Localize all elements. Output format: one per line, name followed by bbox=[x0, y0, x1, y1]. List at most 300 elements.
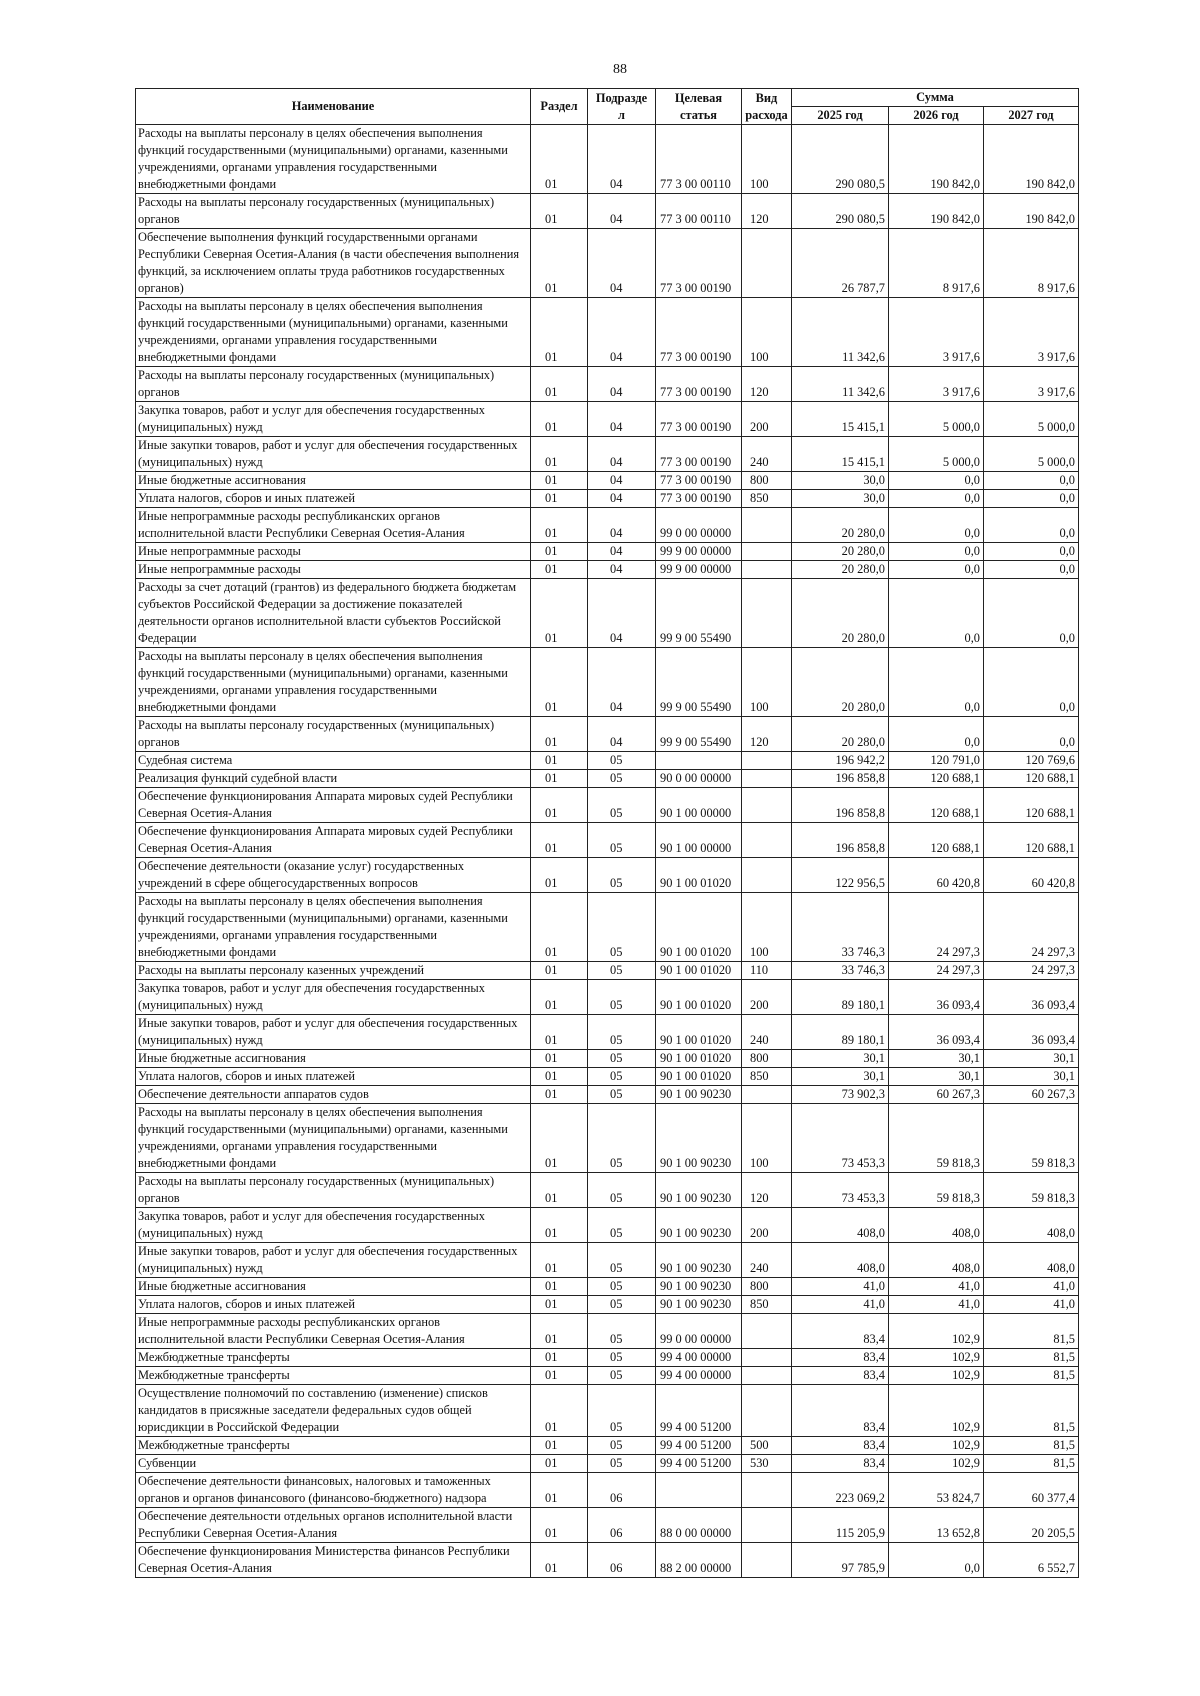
table-row bbox=[136, 1068, 1079, 1086]
cell-kind: 240 bbox=[742, 1015, 792, 1050]
cell-target: 99 9 00 55490 bbox=[656, 579, 742, 648]
cell-section: 01 bbox=[531, 1367, 588, 1385]
cell-section: 01 bbox=[531, 437, 588, 472]
cell-2027: 120 688,1 bbox=[984, 823, 1079, 858]
cell-2025: 89 180,1 bbox=[792, 980, 889, 1015]
cell-section: 01 bbox=[531, 472, 588, 490]
cell-2025: 83,4 bbox=[792, 1367, 889, 1385]
cell-2026: 120 688,1 bbox=[889, 823, 984, 858]
cell-section: 01 bbox=[531, 1296, 588, 1314]
cell-kind: 120 bbox=[742, 194, 792, 229]
cell-kind: 200 bbox=[742, 980, 792, 1015]
cell-section: 01 bbox=[531, 1473, 588, 1508]
table-row bbox=[136, 980, 1079, 1015]
cell-section: 01 bbox=[531, 1208, 588, 1243]
cell-target: 90 1 00 01020 bbox=[656, 980, 742, 1015]
cell-kind bbox=[742, 579, 792, 648]
cell-name: Иные закупки товаров, работ и услуг для обеспечения государственных (муниципальных) нужд bbox=[136, 1015, 531, 1050]
cell-name: Обеспечение выполнения функций государственными органами Республики Северная Осетия-Алания (в части обеспечения выполнения функций, за исключением оплаты труда работников государственных органов) bbox=[136, 229, 531, 298]
cell-target: 99 0 00 00000 bbox=[656, 508, 742, 543]
cell-target: 90 1 00 01020 bbox=[656, 1068, 742, 1086]
cell-target: 99 4 00 51200 bbox=[656, 1455, 742, 1473]
cell-target bbox=[656, 1473, 742, 1508]
cell-kind bbox=[742, 543, 792, 561]
cell-2025: 83,4 bbox=[792, 1349, 889, 1367]
page-number: 88 bbox=[613, 62, 627, 77]
cell-2025: 30,1 bbox=[792, 1068, 889, 1086]
cell-kind: 800 bbox=[742, 1278, 792, 1296]
table-row bbox=[136, 298, 1079, 367]
cell-2026: 0,0 bbox=[889, 508, 984, 543]
cell-section: 01 bbox=[531, 770, 588, 788]
cell-2027: 36 093,4 bbox=[984, 1015, 1079, 1050]
table-row bbox=[136, 717, 1079, 752]
cell-2026: 120 791,0 bbox=[889, 752, 984, 770]
header-kind: Вид расхода bbox=[742, 89, 792, 125]
cell-kind: 100 bbox=[742, 893, 792, 962]
cell-kind: 120 bbox=[742, 717, 792, 752]
table-row bbox=[136, 437, 1079, 472]
cell-kind bbox=[742, 788, 792, 823]
cell-kind: 240 bbox=[742, 437, 792, 472]
cell-2025: 33 746,3 bbox=[792, 962, 889, 980]
cell-2026: 408,0 bbox=[889, 1208, 984, 1243]
cell-subsection: 06 bbox=[588, 1473, 656, 1508]
cell-kind bbox=[742, 823, 792, 858]
cell-section: 01 bbox=[531, 229, 588, 298]
cell-2027: 36 093,4 bbox=[984, 980, 1079, 1015]
cell-2026: 102,9 bbox=[889, 1385, 984, 1437]
cell-subsection: 05 bbox=[588, 893, 656, 962]
cell-section: 01 bbox=[531, 298, 588, 367]
cell-2025: 115 205,9 bbox=[792, 1508, 889, 1543]
cell-name: Межбюджетные трансферты bbox=[136, 1437, 531, 1455]
cell-subsection: 05 bbox=[588, 1015, 656, 1050]
cell-2026: 0,0 bbox=[889, 579, 984, 648]
cell-kind bbox=[742, 770, 792, 788]
cell-2025: 20 280,0 bbox=[792, 648, 889, 717]
cell-2025: 20 280,0 bbox=[792, 561, 889, 579]
cell-2027: 30,1 bbox=[984, 1068, 1079, 1086]
cell-2026: 5 000,0 bbox=[889, 402, 984, 437]
cell-target: 90 1 00 01020 bbox=[656, 1015, 742, 1050]
cell-section: 01 bbox=[531, 194, 588, 229]
cell-section: 01 bbox=[531, 1243, 588, 1278]
budget-table bbox=[135, 88, 1079, 1578]
table-row bbox=[136, 194, 1079, 229]
cell-section: 01 bbox=[531, 823, 588, 858]
cell-2026: 3 917,6 bbox=[889, 367, 984, 402]
header-section: Раздел bbox=[531, 89, 588, 125]
cell-section: 01 bbox=[531, 543, 588, 561]
cell-target: 99 9 00 55490 bbox=[656, 648, 742, 717]
cell-subsection: 05 bbox=[588, 770, 656, 788]
table-row bbox=[136, 770, 1079, 788]
cell-kind: 800 bbox=[742, 1050, 792, 1068]
cell-2025: 11 342,6 bbox=[792, 298, 889, 367]
cell-section: 01 bbox=[531, 1104, 588, 1173]
cell-target: 99 9 00 55490 bbox=[656, 717, 742, 752]
cell-name: Уплата налогов, сборов и иных платежей bbox=[136, 490, 531, 508]
table-row bbox=[136, 1385, 1079, 1437]
cell-target: 77 3 00 00190 bbox=[656, 298, 742, 367]
cell-name: Обеспечение функционирования Министерства финансов Республики Северная Осетия-Алания bbox=[136, 1543, 531, 1578]
cell-2027: 60 377,4 bbox=[984, 1473, 1079, 1508]
cell-2026: 102,9 bbox=[889, 1349, 984, 1367]
cell-2025: 83,4 bbox=[792, 1314, 889, 1349]
table-row bbox=[136, 1243, 1079, 1278]
cell-target: 77 3 00 00190 bbox=[656, 437, 742, 472]
table-row bbox=[136, 1314, 1079, 1349]
cell-subsection: 04 bbox=[588, 717, 656, 752]
table-row bbox=[136, 1104, 1079, 1173]
cell-subsection: 05 bbox=[588, 980, 656, 1015]
cell-section: 01 bbox=[531, 508, 588, 543]
table-row bbox=[136, 1208, 1079, 1243]
cell-section: 01 bbox=[531, 490, 588, 508]
cell-2027: 20 205,5 bbox=[984, 1508, 1079, 1543]
cell-2025: 290 080,5 bbox=[792, 125, 889, 194]
table-row bbox=[136, 125, 1079, 194]
cell-name: Расходы на выплаты персоналу в целях обеспечения выполнения функций государственными (муниципальными) органами, казенными учреждениями, органами управления государственными внебюджетными фондами bbox=[136, 648, 531, 717]
cell-2025: 83,4 bbox=[792, 1455, 889, 1473]
cell-2026: 190 842,0 bbox=[889, 125, 984, 194]
cell-subsection: 05 bbox=[588, 1455, 656, 1473]
cell-name: Иные непрограммные расходы bbox=[136, 561, 531, 579]
cell-section: 01 bbox=[531, 1015, 588, 1050]
cell-2027: 5 000,0 bbox=[984, 437, 1079, 472]
cell-2025: 290 080,5 bbox=[792, 194, 889, 229]
cell-section: 01 bbox=[531, 788, 588, 823]
cell-2026: 13 652,8 bbox=[889, 1508, 984, 1543]
cell-2026: 0,0 bbox=[889, 561, 984, 579]
table-row bbox=[136, 1015, 1079, 1050]
cell-subsection: 05 bbox=[588, 1086, 656, 1104]
cell-target: 99 0 00 00000 bbox=[656, 1314, 742, 1349]
cell-section: 01 bbox=[531, 1068, 588, 1086]
cell-target: 90 1 00 90230 bbox=[656, 1086, 742, 1104]
cell-section: 01 bbox=[531, 1437, 588, 1455]
cell-2025: 408,0 bbox=[792, 1243, 889, 1278]
cell-target: 77 3 00 00110 bbox=[656, 194, 742, 229]
cell-target: 99 4 00 51200 bbox=[656, 1437, 742, 1455]
cell-kind: 240 bbox=[742, 1243, 792, 1278]
cell-section: 01 bbox=[531, 1385, 588, 1437]
cell-2027: 81,5 bbox=[984, 1367, 1079, 1385]
cell-kind bbox=[742, 561, 792, 579]
cell-target: 90 1 00 90230 bbox=[656, 1243, 742, 1278]
table-row bbox=[136, 543, 1079, 561]
cell-2026: 41,0 bbox=[889, 1278, 984, 1296]
cell-2027: 0,0 bbox=[984, 648, 1079, 717]
cell-2026: 408,0 bbox=[889, 1243, 984, 1278]
cell-name: Иные закупки товаров, работ и услуг для обеспечения государственных (муниципальных) нужд bbox=[136, 1243, 531, 1278]
table-row bbox=[136, 823, 1079, 858]
cell-2026: 0,0 bbox=[889, 543, 984, 561]
cell-2025: 15 415,1 bbox=[792, 402, 889, 437]
cell-subsection: 04 bbox=[588, 579, 656, 648]
cell-kind: 850 bbox=[742, 1296, 792, 1314]
cell-subsection: 04 bbox=[588, 508, 656, 543]
cell-section: 01 bbox=[531, 1050, 588, 1068]
cell-subsection: 04 bbox=[588, 402, 656, 437]
cell-kind: 100 bbox=[742, 298, 792, 367]
cell-2025: 41,0 bbox=[792, 1296, 889, 1314]
cell-2025: 83,4 bbox=[792, 1385, 889, 1437]
cell-subsection: 05 bbox=[588, 858, 656, 893]
cell-2027: 0,0 bbox=[984, 717, 1079, 752]
cell-2026: 24 297,3 bbox=[889, 893, 984, 962]
cell-name: Иные бюджетные ассигнования bbox=[136, 1050, 531, 1068]
cell-2027: 120 769,6 bbox=[984, 752, 1079, 770]
cell-kind: 500 bbox=[742, 1437, 792, 1455]
cell-2025: 41,0 bbox=[792, 1278, 889, 1296]
cell-target bbox=[656, 752, 742, 770]
cell-2026: 5 000,0 bbox=[889, 437, 984, 472]
cell-subsection: 04 bbox=[588, 472, 656, 490]
cell-kind: 120 bbox=[742, 367, 792, 402]
cell-section: 01 bbox=[531, 1455, 588, 1473]
cell-target: 90 1 00 01020 bbox=[656, 1050, 742, 1068]
cell-name: Обеспечение функционирования Аппарата мировых судей Республики Северная Осетия-Алания bbox=[136, 823, 531, 858]
cell-subsection: 05 bbox=[588, 823, 656, 858]
cell-2025: 196 858,8 bbox=[792, 823, 889, 858]
cell-target: 99 4 00 00000 bbox=[656, 1349, 742, 1367]
cell-kind: 800 bbox=[742, 472, 792, 490]
cell-2027: 60 420,8 bbox=[984, 858, 1079, 893]
cell-2026: 120 688,1 bbox=[889, 770, 984, 788]
cell-2027: 60 267,3 bbox=[984, 1086, 1079, 1104]
cell-subsection: 04 bbox=[588, 194, 656, 229]
cell-2027: 190 842,0 bbox=[984, 194, 1079, 229]
cell-subsection: 04 bbox=[588, 561, 656, 579]
cell-name: Иные бюджетные ассигнования bbox=[136, 1278, 531, 1296]
cell-2026: 0,0 bbox=[889, 648, 984, 717]
cell-kind: 110 bbox=[742, 962, 792, 980]
cell-subsection: 05 bbox=[588, 1104, 656, 1173]
cell-2027: 0,0 bbox=[984, 543, 1079, 561]
cell-2027: 6 552,7 bbox=[984, 1543, 1079, 1578]
cell-2027: 0,0 bbox=[984, 508, 1079, 543]
cell-2025: 73 902,3 bbox=[792, 1086, 889, 1104]
header-target: Целевая статья bbox=[656, 89, 742, 125]
cell-kind: 100 bbox=[742, 125, 792, 194]
table-body bbox=[136, 125, 1079, 1578]
cell-2027: 3 917,6 bbox=[984, 298, 1079, 367]
cell-section: 01 bbox=[531, 980, 588, 1015]
cell-section: 01 bbox=[531, 367, 588, 402]
cell-subsection: 05 bbox=[588, 1385, 656, 1437]
cell-2026: 24 297,3 bbox=[889, 962, 984, 980]
table-row bbox=[136, 788, 1079, 823]
cell-2025: 26 787,7 bbox=[792, 229, 889, 298]
cell-2025: 196 858,8 bbox=[792, 788, 889, 823]
cell-subsection: 05 bbox=[588, 788, 656, 823]
cell-2027: 120 688,1 bbox=[984, 788, 1079, 823]
cell-name: Расходы на выплаты персоналу государственных (муниципальных) органов bbox=[136, 367, 531, 402]
table-row bbox=[136, 1086, 1079, 1104]
cell-2025: 196 858,8 bbox=[792, 770, 889, 788]
table-row bbox=[136, 367, 1079, 402]
cell-kind bbox=[742, 858, 792, 893]
cell-section: 01 bbox=[531, 579, 588, 648]
table-row bbox=[136, 472, 1079, 490]
cell-name: Уплата налогов, сборов и иных платежей bbox=[136, 1296, 531, 1314]
cell-2027: 190 842,0 bbox=[984, 125, 1079, 194]
cell-subsection: 05 bbox=[588, 1296, 656, 1314]
header-name: Наименование bbox=[136, 89, 531, 125]
cell-target: 90 1 00 90230 bbox=[656, 1296, 742, 1314]
cell-kind bbox=[742, 1543, 792, 1578]
table-row bbox=[136, 1050, 1079, 1068]
cell-kind bbox=[742, 1473, 792, 1508]
cell-name: Уплата налогов, сборов и иных платежей bbox=[136, 1068, 531, 1086]
cell-2027: 41,0 bbox=[984, 1278, 1079, 1296]
cell-2027: 59 818,3 bbox=[984, 1104, 1079, 1173]
cell-target: 90 1 00 00000 bbox=[656, 788, 742, 823]
cell-subsection: 04 bbox=[588, 367, 656, 402]
cell-kind: 120 bbox=[742, 1173, 792, 1208]
cell-subsection: 05 bbox=[588, 1208, 656, 1243]
table-row bbox=[136, 1367, 1079, 1385]
cell-2026: 190 842,0 bbox=[889, 194, 984, 229]
cell-target: 90 1 00 90230 bbox=[656, 1104, 742, 1173]
cell-section: 01 bbox=[531, 1173, 588, 1208]
cell-kind bbox=[742, 1508, 792, 1543]
table-row bbox=[136, 508, 1079, 543]
cell-2025: 11 342,6 bbox=[792, 367, 889, 402]
cell-2025: 73 453,3 bbox=[792, 1104, 889, 1173]
cell-subsection: 05 bbox=[588, 1243, 656, 1278]
cell-kind: 850 bbox=[742, 490, 792, 508]
header-2027: 2027 год bbox=[984, 107, 1079, 125]
cell-name: Расходы на выплаты персоналу государственных (муниципальных) органов bbox=[136, 194, 531, 229]
cell-subsection: 05 bbox=[588, 752, 656, 770]
table-row bbox=[136, 561, 1079, 579]
header-2025: 2025 год bbox=[792, 107, 889, 125]
table-row bbox=[136, 229, 1079, 298]
cell-name: Закупка товаров, работ и услуг для обеспечения государственных (муниципальных) нужд bbox=[136, 1208, 531, 1243]
table-row bbox=[136, 1473, 1079, 1508]
cell-2026: 0,0 bbox=[889, 472, 984, 490]
cell-name: Расходы на выплаты персоналу казенных учреждений bbox=[136, 962, 531, 980]
cell-target: 77 3 00 00190 bbox=[656, 472, 742, 490]
cell-2026: 59 818,3 bbox=[889, 1173, 984, 1208]
table-row bbox=[136, 1173, 1079, 1208]
table-row bbox=[136, 490, 1079, 508]
cell-2027: 0,0 bbox=[984, 490, 1079, 508]
cell-target: 77 3 00 00190 bbox=[656, 402, 742, 437]
table-row bbox=[136, 1455, 1079, 1473]
cell-2026: 30,1 bbox=[889, 1050, 984, 1068]
header-2026: 2026 год bbox=[889, 107, 984, 125]
cell-section: 01 bbox=[531, 858, 588, 893]
cell-2025: 196 942,2 bbox=[792, 752, 889, 770]
cell-target: 90 1 00 00000 bbox=[656, 823, 742, 858]
cell-name: Расходы на выплаты персоналу государственных (муниципальных) органов bbox=[136, 717, 531, 752]
cell-2026: 30,1 bbox=[889, 1068, 984, 1086]
cell-section: 01 bbox=[531, 1508, 588, 1543]
cell-2025: 20 280,0 bbox=[792, 717, 889, 752]
cell-kind bbox=[742, 1349, 792, 1367]
cell-2025: 15 415,1 bbox=[792, 437, 889, 472]
cell-subsection: 04 bbox=[588, 125, 656, 194]
cell-2026: 59 818,3 bbox=[889, 1104, 984, 1173]
table-row bbox=[136, 752, 1079, 770]
cell-2027: 81,5 bbox=[984, 1455, 1079, 1473]
cell-2026: 8 917,6 bbox=[889, 229, 984, 298]
cell-kind: 530 bbox=[742, 1455, 792, 1473]
cell-name: Закупка товаров, работ и услуг для обеспечения государственных (муниципальных) нужд bbox=[136, 402, 531, 437]
cell-name: Реализация функций судебной власти bbox=[136, 770, 531, 788]
cell-subsection: 04 bbox=[588, 490, 656, 508]
cell-section: 01 bbox=[531, 1314, 588, 1349]
cell-2027: 120 688,1 bbox=[984, 770, 1079, 788]
table-row bbox=[136, 402, 1079, 437]
cell-2027: 5 000,0 bbox=[984, 402, 1079, 437]
cell-subsection: 05 bbox=[588, 1068, 656, 1086]
cell-section: 01 bbox=[531, 717, 588, 752]
cell-name: Обеспечение деятельности отдельных органов исполнительной власти Республики Северная Осетия-Алания bbox=[136, 1508, 531, 1543]
cell-section: 01 bbox=[531, 1349, 588, 1367]
cell-2026: 102,9 bbox=[889, 1437, 984, 1455]
cell-2026: 3 917,6 bbox=[889, 298, 984, 367]
cell-2025: 408,0 bbox=[792, 1208, 889, 1243]
cell-target: 90 0 00 00000 bbox=[656, 770, 742, 788]
cell-target: 88 0 00 00000 bbox=[656, 1508, 742, 1543]
cell-section: 01 bbox=[531, 1278, 588, 1296]
cell-name: Иные закупки товаров, работ и услуг для обеспечения государственных (муниципальных) нужд bbox=[136, 437, 531, 472]
cell-subsection: 05 bbox=[588, 1349, 656, 1367]
cell-kind bbox=[742, 508, 792, 543]
cell-2027: 59 818,3 bbox=[984, 1173, 1079, 1208]
cell-subsection: 04 bbox=[588, 229, 656, 298]
cell-2025: 83,4 bbox=[792, 1437, 889, 1455]
cell-2027: 3 917,6 bbox=[984, 367, 1079, 402]
cell-target: 77 3 00 00190 bbox=[656, 367, 742, 402]
cell-2025: 89 180,1 bbox=[792, 1015, 889, 1050]
cell-name: Расходы на выплаты персоналу в целях обеспечения выполнения функций государственными (муниципальными) органами, казенными учреждениями, органами управления государственными внебюджетными фондами bbox=[136, 1104, 531, 1173]
cell-2025: 20 280,0 bbox=[792, 579, 889, 648]
table-row bbox=[136, 1349, 1079, 1367]
cell-kind bbox=[742, 1367, 792, 1385]
cell-2027: 81,5 bbox=[984, 1437, 1079, 1455]
table-row bbox=[136, 579, 1079, 648]
cell-2027: 30,1 bbox=[984, 1050, 1079, 1068]
cell-target: 77 3 00 00190 bbox=[656, 229, 742, 298]
cell-subsection: 06 bbox=[588, 1508, 656, 1543]
cell-target: 99 9 00 00000 bbox=[656, 561, 742, 579]
cell-subsection: 05 bbox=[588, 1050, 656, 1068]
cell-2025: 33 746,3 bbox=[792, 893, 889, 962]
cell-name: Иные непрограммные расходы республиканских органов исполнительной власти Республики Северная Осетия-Алания bbox=[136, 508, 531, 543]
cell-target: 77 3 00 00110 bbox=[656, 125, 742, 194]
table-header bbox=[136, 89, 1079, 125]
cell-2027: 41,0 bbox=[984, 1296, 1079, 1314]
cell-kind: 100 bbox=[742, 648, 792, 717]
cell-target: 88 2 00 00000 bbox=[656, 1543, 742, 1578]
cell-2025: 97 785,9 bbox=[792, 1543, 889, 1578]
cell-section: 01 bbox=[531, 752, 588, 770]
cell-kind: 850 bbox=[742, 1068, 792, 1086]
cell-kind: 200 bbox=[742, 402, 792, 437]
cell-2025: 30,0 bbox=[792, 472, 889, 490]
cell-name: Расходы на выплаты персоналу в целях обеспечения выполнения функций государственными (муниципальными) органами, казенными учреждениями, органами управления государственными внебюджетными фондами bbox=[136, 893, 531, 962]
cell-section: 01 bbox=[531, 1543, 588, 1578]
cell-kind: 200 bbox=[742, 1208, 792, 1243]
cell-subsection: 05 bbox=[588, 962, 656, 980]
cell-subsection: 05 bbox=[588, 1314, 656, 1349]
